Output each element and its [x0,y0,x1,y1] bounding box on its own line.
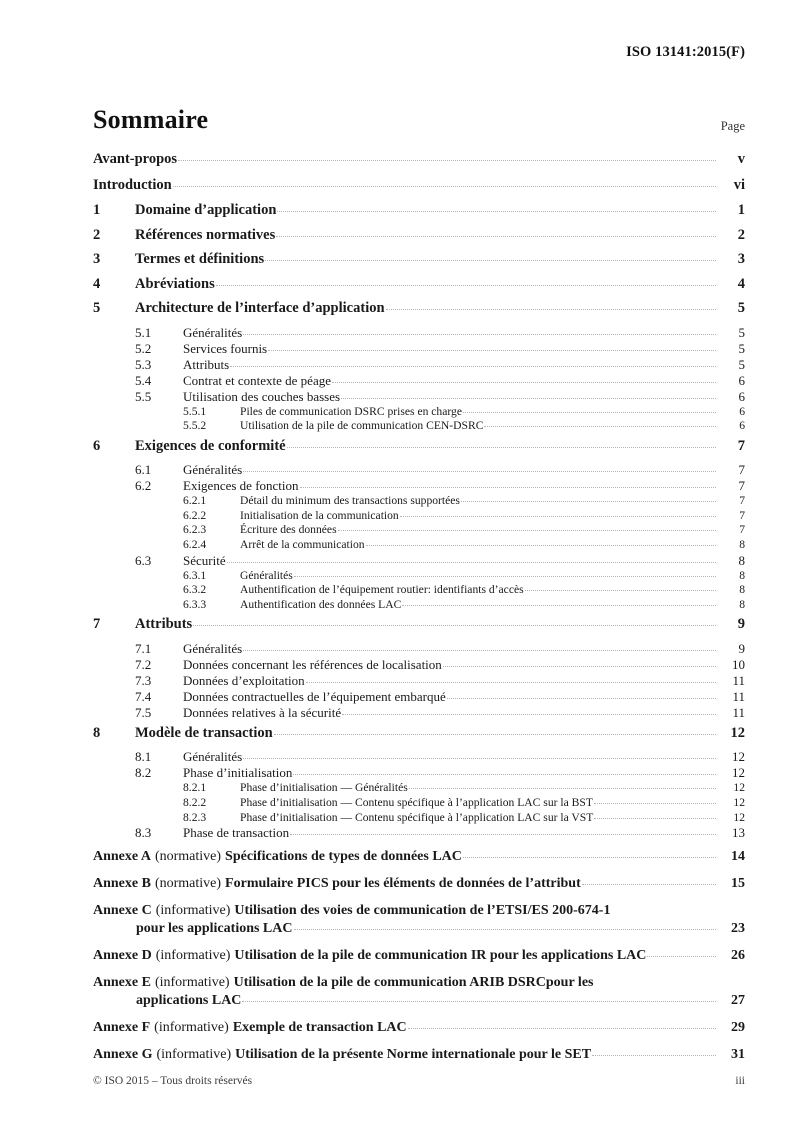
dot-leader [484,425,716,427]
annex-kind: (informative) [155,948,231,964]
toc-entry-level-2[interactable] [93,766,745,779]
toc-entry-annex[interactable] [93,876,745,892]
toc-entry-page: 7 [739,523,745,537]
toc-entry-level-3[interactable] [93,812,745,824]
toc-entry-page: 1 [737,202,745,218]
toc-entry-page: vi [733,176,745,193]
dot-leader [243,470,716,472]
toc-entry-annex[interactable] [93,1020,745,1036]
annex-page: 23 [731,921,745,937]
toc-entry-page: 12 [733,781,745,795]
annex-kind: (normative) [154,849,222,865]
annex-name: Annexe F [93,1020,151,1036]
toc-entry-page: 3 [737,251,745,267]
toc-entry-label: Généralités [183,749,243,765]
page-column-label: Page [720,119,745,133]
toc-entry-front-matter[interactable] [93,152,745,167]
dot-leader [294,575,716,577]
annex-title: Spécifications de types de données LAC [225,849,462,865]
dot-leader [243,757,716,759]
annex-title-continued: pour les applications LAC [136,921,293,937]
toc-entry-label: Phase d’initialisation — Contenu spécifique à l’application LAC sur la VST [240,810,594,824]
toc-entry-page: 6 [739,419,745,433]
toc-entry-level-2[interactable] [93,658,745,671]
dot-leader [447,697,716,699]
annex-title: Utilisation de la pile de communication IR pour les applications LAC [234,948,647,964]
annex-name: Annexe D [93,948,152,964]
dot-leader [386,308,716,310]
toc-entry-label: Attributs [183,356,230,372]
toc-entry-number: 7.1 [135,640,152,656]
dot-leader [409,787,716,789]
dot-leader [276,235,716,237]
toc-entry-front-matter[interactable] [93,178,745,193]
toc-entry-label: Authentification des données LAC [240,597,402,611]
annex-list [93,849,745,1063]
toc-entry-number: 1 [93,202,101,218]
toc-entry-level-3[interactable] [93,570,745,582]
toc-entry-page: 11 [732,704,745,720]
toc-entry-page: 12 [730,724,745,741]
dot-leader [461,500,716,502]
annex-name: Annexe C [93,903,152,919]
toc-entry-label: Attributs [135,616,193,633]
annex-kind: (informative) [155,903,231,919]
toc-entry-level-2[interactable] [93,554,745,567]
dot-leader [341,397,716,399]
dot-leader [293,773,716,775]
dot-leader [294,928,717,930]
toc-entry-number: 8.2 [135,765,152,781]
toc-entry-label: Données d’exploitation [183,672,305,688]
toc-entry-number: 8.2.1 [183,781,207,795]
annex-kind: (informative) [156,1047,232,1063]
toc-entry-page: 10 [732,656,745,672]
dot-leader [287,446,716,448]
toc-entry-level-2[interactable] [93,390,745,403]
toc-entry-label: Piles de communication DSRC prises en charge [240,404,462,418]
toc-entry-page: 8 [739,597,745,611]
dot-leader [594,817,716,819]
toc-entry-label: Phase d’initialisation — Généralités [240,781,408,795]
toc-entry-label: Avant-propos [93,151,178,167]
toc-entry-number: 6.2 [135,478,152,494]
annex-page: 14 [731,849,745,865]
toc-entry-label: Généralités [240,568,293,582]
dot-leader [594,802,716,804]
toc-entry-label: Domaine d’application [135,202,277,218]
annex-title-continued: applications LAC [136,993,242,1009]
toc-entry-number: 5.4 [135,372,152,388]
annex-main-line [93,1020,745,1036]
annex-kind: (informative) [154,1020,229,1036]
dot-leader [306,681,716,683]
toc-entry-annex[interactable] [93,903,745,937]
toc-entry-number: 5.3 [135,356,152,372]
toc-entry-label: Authentification de l’équipement routier: identifiants d’accès [240,583,524,597]
toc-entry-page: 8 [739,568,745,582]
toc-entry-number: 2 [93,226,101,243]
toc-entry-page: 7 [738,462,745,478]
dot-leader [463,411,716,413]
dot-leader [402,604,716,606]
dot-leader [274,733,716,735]
toc-entry-label: Arrêt de la communication [240,537,365,551]
dot-leader [443,665,716,667]
annex-name: Annexe G [93,1047,153,1063]
toc-entry-label: Données concernant les références de localisation [183,656,442,672]
annex-title: Utilisation des voies de communication de l’ETSI/ES 200-674-1 [234,903,611,919]
annex-main-line [93,948,745,964]
toc-entry-label: Généralités [183,324,243,340]
toc-entry-page: 12 [732,749,745,765]
toc-entry-label: Abréviations [135,275,215,292]
toc-entry-number: 6.3 [135,552,152,568]
toc-entry-level-3[interactable] [93,420,745,432]
annex-continuation-line [93,921,745,937]
toc-entry-number: 4 [93,275,101,292]
dot-leader [400,515,716,517]
toc-entry-number: 5.5.1 [183,404,207,418]
toc-entry-label: Contrat et contexte de péage [183,372,331,388]
toc-entry-number: 6.2.3 [183,523,207,537]
toc-entry-page: 5 [738,324,745,340]
toc-entry-page: v [737,151,745,167]
toc-entry-label: Modèle de transaction [135,724,273,741]
dot-leader [265,259,716,261]
toc-entry-level-3[interactable] [93,406,745,418]
toc-entry-label: Phase de transaction [183,825,290,841]
toc-entry-page: 5 [738,340,745,356]
toc-entry-level-3[interactable] [93,524,745,536]
annex-main-line [93,1047,745,1063]
toc-entry-level-3[interactable] [93,599,745,611]
toc-entry-label: Exigences de fonction [183,478,299,494]
toc-entry-level-2[interactable] [93,326,745,339]
toc-entry-label: Phase d’initialisation — Contenu spécifique à l’application LAC sur la BST [240,795,593,809]
toc-entry-level-1[interactable] [93,252,745,267]
toc-entry-page: 11 [732,688,745,704]
toc-entry-page: 7 [737,437,745,454]
toc-entry-label: Architecture de l’interface d’application [135,300,385,316]
toc-entry-number: 8.2.3 [183,810,207,824]
toc-entry-page: 5 [737,300,745,316]
annex-page: 29 [731,1020,745,1036]
footer-page-number: iii [735,1075,745,1087]
toc-entry-label: Services fournis [183,340,268,356]
annex-page: 31 [731,1047,745,1063]
table-of-contents [93,152,745,1074]
dot-leader [332,381,716,383]
dot-leader [277,210,716,212]
annex-main-line [93,876,745,892]
toc-entry-number: 6.2.2 [183,508,207,522]
dot-leader [242,1000,716,1002]
toc-entry-page: 6 [738,388,745,404]
toc-entry-label: Références normatives [135,226,276,243]
dot-leader [227,561,716,563]
toc-entry-level-3[interactable] [93,495,745,507]
toc-entry-number: 5.2 [135,340,152,356]
toc-entry-label: Utilisation des couches basses [183,388,341,404]
toc-entry-level-3[interactable] [93,797,745,809]
toc-entry-number: 3 [93,251,101,267]
dot-leader [647,955,716,957]
annex-title: Exemple de transaction LAC [232,1020,407,1036]
toc-entry-label: Généralités [183,462,243,478]
dot-leader [290,833,716,835]
toc-entry-level-2[interactable] [93,479,745,492]
annex-title: Utilisation de la pile de communication ARIB DSRCpour les [233,975,594,991]
toc-entry-page: 6 [738,372,745,388]
toc-entry-annex[interactable] [93,849,745,865]
toc-entry-label: Utilisation de la pile de communication CEN-DSRC [240,419,484,433]
toc-entry-level-3[interactable] [93,510,745,522]
toc-entry-level-2[interactable] [93,674,745,687]
dot-leader [173,185,716,187]
annex-name: Annexe B [93,876,151,892]
toc-entry-level-2[interactable] [93,374,745,387]
annex-name: Annexe E [93,975,151,991]
dot-leader [300,486,716,488]
toc-entry-level-1[interactable] [93,726,745,741]
toc-entry-label: Termes et définitions [135,251,265,267]
annex-main-line [93,903,745,919]
toc-entry-page: 2 [737,226,745,243]
toc-entry-number: 8 [93,724,101,741]
dot-leader [592,1054,716,1056]
toc-entry-level-2[interactable] [93,826,745,839]
toc-entry-page: 8 [739,537,745,551]
toc-entry-level-1[interactable] [93,277,745,292]
dot-leader [582,883,716,885]
dot-leader [408,1027,716,1029]
toc-entry-number: 7.3 [135,672,152,688]
toc-entry-level-2[interactable] [93,463,745,476]
toc-entry-label: Initialisation de la communication [240,508,399,522]
toc-entry-number: 6 [93,437,101,454]
dot-leader [463,856,716,858]
dot-leader [230,365,716,367]
toc-entry-annex[interactable] [93,975,745,1009]
toc-entry-level-3[interactable] [93,584,745,596]
toc-entry-number: 8.2.2 [183,795,207,809]
toc-entry-label: Généralités [183,640,243,656]
toc-entry-level-3[interactable] [93,782,745,794]
toc-entry-number: 7.4 [135,688,152,704]
dot-leader [243,333,716,335]
dot-leader [525,589,716,591]
toc-entry-number: 6.2.4 [183,537,207,551]
toc-entry-label: Détail du minimum des transactions supportées [240,494,460,508]
toc-entry-level-1[interactable] [93,203,745,218]
toc-entry-page: 13 [732,825,745,841]
toc-entry-page: 12 [733,795,745,809]
toc-entry-number: 7.2 [135,656,152,672]
document-reference-header: ISO 13141:2015(F) [626,44,745,60]
toc-entry-page: 12 [733,810,745,824]
dot-leader [193,624,716,626]
annex-kind: (informative) [154,975,230,991]
toc-entry-page: 4 [737,275,745,292]
toc-entry-number: 5.1 [135,324,152,340]
toc-entry-label: Exigences de conformité [135,437,286,454]
toc-entry-page: 11 [732,672,745,688]
toc-entry-label: Introduction [93,176,172,193]
toc-entry-number: 7 [93,616,101,633]
toc-entry-level-2[interactable] [93,750,745,763]
annex-page: 15 [731,876,745,892]
toc-entry-label: Données relatives à la sécurité [183,704,342,720]
toc-entry-label: Écriture des données [240,523,337,537]
toc-entry-number: 5.5 [135,388,152,404]
footer-copyright: © ISO 2015 – Tous droits réservés [93,1075,253,1087]
toc-entry-level-2[interactable] [93,358,745,371]
toc-entry-number: 8.3 [135,825,152,841]
toc-entry-number: 6.1 [135,462,152,478]
toc-entry-label: Phase d’initialisation [183,765,293,781]
toc-entry-page: 5 [738,356,745,372]
toc-entry-page: 8 [739,583,745,597]
dot-leader [178,159,716,161]
annex-kind: (normative) [154,876,222,892]
annex-title: Formulaire PICS pour les éléments de données de l’attribut [225,876,581,892]
toc-entry-number: 6.3.2 [183,583,207,597]
annex-continuation-line [93,993,745,1009]
page-title: Sommaire [93,105,209,134]
toc-entry-page: 7 [738,478,745,494]
toc-entry-page: 9 [738,640,745,656]
toc-entry-level-1[interactable] [93,617,745,632]
toc-entry-page: 7 [739,508,745,522]
toc-entry-level-1[interactable] [93,228,745,243]
toc-entry-level-1[interactable] [93,439,745,454]
toc-entry-number: 7.5 [135,704,152,720]
toc-entry-level-1[interactable] [93,301,745,316]
toc-entry-annex[interactable] [93,1047,745,1063]
dot-leader [366,544,716,546]
annex-page: 26 [731,948,745,964]
toc-entry-number: 6.3.3 [183,597,207,611]
toc-entry-label: Sécurité [183,552,226,568]
toc-entry-page: 8 [738,552,745,568]
toc-entry-level-2[interactable] [93,642,745,655]
annex-main-line [93,849,745,865]
toc-entry-number: 6.2.1 [183,494,207,508]
toc-entry-level-3[interactable] [93,539,745,551]
toc-entry-level-2[interactable] [93,342,745,355]
toc-entry-number: 6.3.1 [183,568,207,582]
toc-entry-label: Données contractuelles de l’équipement embarqué [183,688,446,704]
toc-entry-page: 6 [739,404,745,418]
annex-page: 27 [731,993,745,1009]
toc-entry-page: 12 [732,765,745,781]
toc-entry-annex[interactable] [93,948,745,964]
toc-entry-level-2[interactable] [93,706,745,719]
dot-leader [342,713,716,715]
toc-entry-number: 5 [93,300,101,316]
dot-leader [243,649,716,651]
toc-entry-page: 9 [737,616,745,633]
annex-main-line [93,975,745,991]
toc-entry-number: 5.5.2 [183,419,207,433]
dot-leader [338,529,716,531]
toc-entry-number: 8.1 [135,749,152,765]
annex-title: Utilisation de la présente Norme internationale pour le SET [235,1047,592,1063]
toc-entry-page: 7 [739,494,745,508]
dot-leader [216,284,716,286]
dot-leader [268,349,716,351]
annex-name: Annexe A [93,849,151,865]
toc-entry-level-2[interactable] [93,690,745,703]
